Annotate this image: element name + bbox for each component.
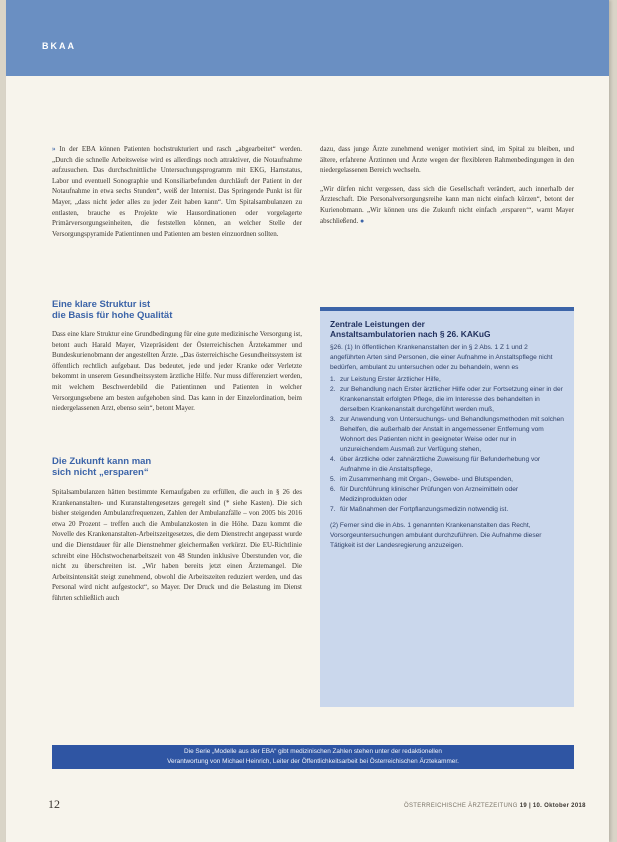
list-item — [330, 485, 564, 505]
info-box-outro: (2) Ferner sind die in Abs. 1 genannten Krankenanstalten das Recht, Vorsorgeuntersuchungen ambulant durchzuführen. Die Aufnahme dieser Tätigkeit ist der Landesregierung anzuzeigen. — [330, 522, 542, 549]
left-heading-1 — [52, 299, 302, 321]
section-heading: Eine klare Struktur ist — [52, 299, 151, 310]
body-paragraph — [52, 144, 302, 239]
right-column — [320, 144, 574, 226]
series-note-band — [52, 745, 574, 769]
header-band — [6, 0, 609, 76]
list-number: 2. — [330, 386, 336, 393]
list-number: 7. — [330, 506, 336, 513]
list-number: 3. — [330, 416, 336, 423]
info-box — [320, 307, 574, 707]
body-paragraph — [320, 184, 574, 226]
list-number: 1. — [330, 376, 336, 383]
series-note-line: Die Serie „Modelle aus der EBA“ gibt medizinischen Zahlen stehen unter der redaktionellen — [184, 748, 442, 755]
list-item — [330, 415, 564, 455]
list-text: im Zusammenhang mit Organ-, Gewebe- und Blutspenden, — [340, 476, 513, 483]
list-number: 6. — [330, 486, 336, 493]
list-text: für Durchführung klinischer Prüfungen von Arzneimitteln oder Medizinprodukten oder — [340, 486, 519, 503]
paragraph-text: In der EBA können Patienten hochstrukturiert und rasch „abgearbeitet“ werden. „Durch die schnelle Arbeitsweise wird es allerdings noch attraktiver, die Notaufnahme aufzusuchen. Das durchschnittliche Untersuchungsprogramm mit EKG, Harnstatus, Labor und eventuell Sonographie und Konsiliarbefunden durchläuft der Patient in der Notaufnahme in etwa sechs Stunden“, weiß der Internist. Das Springende Punkt ist für Mayer, „dass nicht jeder alles zu jeder Zeit haben kann“. Um Spitalsambulanzen zu entlasten, brauche es Projekte wie Hausordinationen oder vorgelagerte Primärversorgungseinheiten, die feststellen können, an welcher Stelle der Versorgungspyramide Patientinnen und Patienten am besten einzuordnen sollten. — [52, 145, 302, 238]
info-box-title-line: Anstaltsambulatorien nach § 26. KAKuG — [330, 329, 491, 339]
info-box-title-line: Zentrale Leistungen der — [330, 319, 425, 329]
left-column — [52, 144, 302, 239]
list-item — [330, 455, 564, 475]
list-item — [330, 385, 564, 415]
list-text: über ärztliche oder zahnärztliche Zuweisung für Befunderhebung vor Aufnahme in die Anstaltspflege, — [340, 456, 541, 473]
magazine-page — [6, 0, 609, 842]
paragraph-text: „Wir dürfen nicht vergessen, dass sich die Gesellschaft verändert, auch innerhalb der Ärzteschaft. Die Personalversorgungsreihe kann man nicht einfach kürzen“, betont der Kurienobmann. „Wir können uns die Zukunft nicht einfach ‚ersparen‘“, warnt Mayer abschließend. — [320, 184, 574, 225]
bullet-marker: » — [52, 145, 60, 153]
list-number: 4. — [330, 456, 336, 463]
series-note-line: Verantwortung von Michael Heinrich, Leiter der Öffentlichkeitsarbeit bei Österreichischen Ärztekammer. — [167, 758, 459, 765]
list-item — [330, 475, 564, 485]
info-box-title — [330, 319, 564, 339]
body-paragraph: dazu, dass junge Ärzte zunehmend weniger motiviert sind, im Spital zu bleiben, und ältere, erfahrene Ärztinnen und Ärzte wegen der flexibleren Rahmenbedingungen in den niedergelassenen Bereich wechseln. — [320, 145, 574, 175]
section-heading: die Basis für hohe Qualität — [52, 310, 173, 321]
body-paragraph: Spitalsambulanzen hätten bestimmte Kernaufgaben zu erfüllen, die auch in § 26 des Krankenanstalten- und Kuranstaltengesetzes geregelt sind (* siehe Kasten). Die sich bisher steigenden Ambulanzfrequenzen, Zahlen der Ambulanzfälle – von 2005 bis 2016 etwa 20 Prozent – treffen auch die Ambulanzkosten in die Höhe. Dazu kommt die Novelle des Krankenanstalten-Arbeitszeitgesetzes, die dem Dienstrecht angepasst wurde und die Dienstdauer für alle Dienstnehmer gleichermaßen verkürzt. Die EU-Richtlinie schreibt eine Höchstwochenarbeitszeit von 48 Stunden inklusive Überstunden vor, die nicht zu überschreiten ist. „Wir haben bereits jetzt einen Ärztemangel. Die Arbeitsintensität steigt zunehmend, obwohl die Arbeitszeiten reduziert werden, und das Personal wird nicht aufgestockt“, so Mayer. Der Druck und die Belastung im Dienst führten schließlich auch — [52, 488, 302, 602]
list-text: zur Anwendung von Untersuchungs- und Behandlungsmethoden mit solchen Behelfen, die außerhalb der Anstalt in angemessener Entfernung vom Wohnort des Patienten nicht in geeigneter Weise oder nur in unzureichendem Ausmaß zur Verfügung stehen, — [340, 416, 564, 453]
journal-footer — [404, 803, 586, 809]
body-paragraph: Dass eine klare Struktur eine Grundbedingung für eine gute medizinische Versorgung ist, betont auch Harald Mayer, Vizepräsident der Österreichischen Ärztekammer und Bundeskurienobmann der angestellten Ärzte. „Das österreichische Gesundheitssystem ist öffentlich rechtlich aufgebaut. Das bedeutet, jede und jeder Kranke oder Verletzte bekommt in unserem Gesundheitssystem ärztliche Hilfe. Nur muss differenziert werden, mit welchem Beschwerdebild die Patientinnen und Patienten in welcher Versorgungsebene am besten aufgehoben sind. Das kann in der Einzelordination, beim niedergelassenen Arzt, ebenso sein“, betont Mayer. — [52, 330, 302, 413]
journal-name: ÖSTERREICHISCHE ÄRZTEZEITUNG — [404, 803, 518, 809]
section-label: BKAA — [42, 41, 76, 51]
left-heading-2 — [52, 456, 302, 478]
list-text: zur Leistung Erster ärztlicher Hilfe, — [340, 376, 441, 383]
section-heading: sich nicht „ersparen“ — [52, 467, 149, 478]
info-box-list — [330, 375, 564, 515]
list-number: 5. — [330, 476, 336, 483]
list-text: für Maßnahmen der Fortpflanzungsmedizin notwendig ist. — [340, 506, 509, 513]
left-paragraph-2 — [52, 329, 302, 414]
info-box-intro: §26. (1) In öffentlichen Krankenanstalten der in § 2 Abs. 1 Z 1 und 2 angeführten Arten sind Personen, die einer Aufnahme in Anstaltspflege nicht bedürfen, ambulant zu untersuchen oder zu behandeln, wenn es — [330, 344, 553, 371]
list-item — [330, 375, 564, 385]
left-paragraph-3 — [52, 487, 302, 604]
section-heading: Die Zukunft kann man — [52, 456, 152, 467]
page-number: 12 — [48, 797, 60, 811]
list-text: zur Behandlung nach Erster ärztlicher Hilfe oder zur Fortsetzung einer in der Krankenanstalt erfolgten Pflege, die im Interesse des behandelten in derselben Krankenanstalt durchgeführt werden muß, — [340, 386, 563, 413]
issue-date: 19 | 10. Oktober 2018 — [519, 803, 586, 809]
end-mark-icon: ● — [360, 216, 365, 225]
list-item — [330, 505, 564, 515]
